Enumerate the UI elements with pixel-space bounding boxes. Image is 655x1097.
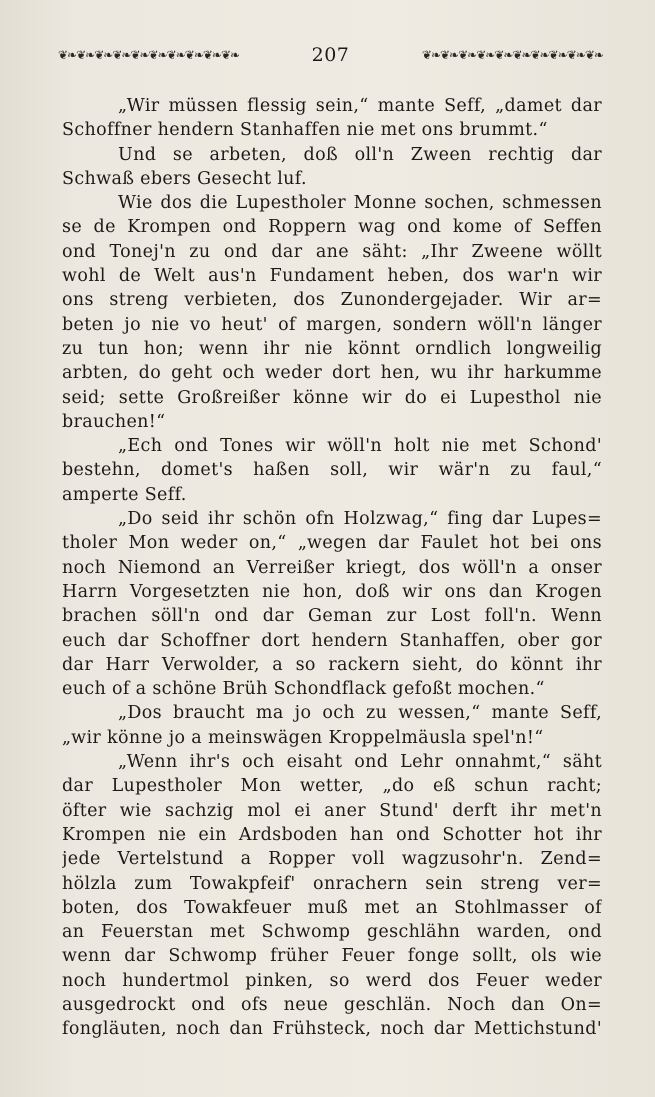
text-line: wohl de Welt aus'n Fundament heben, dos war'n wir	[62, 266, 602, 287]
header-ornament-right: ❦❧❦❧❦❧❦❧❦❧❦❧❦❧❦❧❦❧❦❧	[421, 48, 603, 62]
text-line: arbten, do geht och weder dort hen, wu ihr harkumme	[62, 363, 602, 384]
text-line: Schwaß ebers Gesecht luf.	[62, 168, 307, 189]
text-line: dar Harr Verwolder, a so rackern sieht, do könnt ihr	[62, 654, 602, 675]
text-line: beten jo nie vo heut' of margen, sondern wöll'n länger	[62, 314, 602, 335]
page-header	[58, 40, 603, 70]
text-line: noch Niemond an Verreißer kriegt, dos wöll'n a onser	[62, 557, 602, 578]
text-line: „Dos braucht ma jo och zu wessen,“ mante Seff,	[118, 703, 602, 724]
text-line: euch dar Schoffner dort hendern Stanhaffen, ober gor	[62, 630, 602, 651]
body-text	[62, 94, 602, 1042]
text-line: amperte Seff.	[62, 484, 187, 505]
text-line: Harrn Vorgesetzten nie hon, doß wir ons dan Krogen	[62, 581, 602, 602]
text-line: „Wenn ihr's och eisaht ond Lehr onnahmt,“ säht	[118, 752, 602, 773]
text-line: öfter wie sachzig mol ei aner Stund' derft ihr met'n	[62, 800, 602, 821]
text-line: „Do seid ihr schön ofn Holzwag,“ fing dar Lupes=	[118, 509, 602, 530]
text-line: „Wir müssen flessig sein,“ mante Seff, „damet dar	[118, 96, 602, 116]
text-line: wenn dar Schwomp früher Feuer fonge sollt, ols wie	[62, 946, 602, 967]
text-line: Wie dos die Lupestholer Monne sochen, schmessen	[118, 193, 602, 214]
text-line: Krompen nie ein Ardsboden han ond Schotter hot ihr	[62, 824, 602, 845]
text-line: brachen söll'n ond dar Geman zur Lost foll'n. Wenn	[62, 606, 602, 627]
text-line: se de Krompen ond Roppern wag ond kome of Seffen	[62, 217, 602, 238]
text-line: Schoffner hendern Stanhaffen nie met ons brummt.“	[62, 120, 548, 141]
text-line: „Ech ond Tones wir wöll'n holt nie met Schond'	[118, 436, 602, 457]
text-line: euch of a schöne Brüh Schondflack gefoßt mochen.“	[62, 679, 545, 700]
text-line: hölzla zum Towakpfeif' onrachern sein streng ver=	[62, 873, 602, 894]
text-line: Und se arbeten, doß oll'n Zween rechtig dar	[118, 144, 602, 165]
text-line: zu tun hon; wenn ihr nie könnt orndlich longweilig	[62, 338, 602, 359]
text-line: ons streng verbieten, dos Zunondergejader. Wir ar=	[62, 290, 602, 311]
text-line: ond Tonej'n zu ond dar ane säht: „Ihr Zweene wöllt	[62, 241, 602, 262]
header-ornament-left: ❦❧❦❧❦❧❦❧❦❧❦❧❦❧❦❧❦❧❦❧	[58, 48, 240, 62]
text-line: „wir könne jo a meinswägen Kroppelmäusla spel'n!“	[62, 727, 544, 748]
page-number: 207	[311, 44, 350, 66]
text-line: seid; sette Großreißer könne wir do ei Lupesthol nie	[62, 387, 602, 408]
text-line: jede Vertelstund a Ropper voll wagzusohr'n. Zend=	[62, 849, 602, 870]
text-line: dar Lupestholer Mon wetter, „do eß schun racht;	[62, 776, 602, 797]
text-line: an Feuerstan met Schwomp geschlähn warden, ond	[62, 922, 602, 943]
text-line: ausgedrockt ond ofs neue geschlän. Noch dan On=	[62, 994, 602, 1015]
text-line: noch hundertmol pinken, so werd dos Feuer weder	[62, 970, 602, 991]
text-line: fongläuten, noch dan Frühsteck, noch dar Mettichstund'	[62, 1019, 602, 1040]
text-line: tholer Mon weder on,“ „wegen dar Faulet hot bei ons	[62, 533, 602, 554]
text-line: bestehn, domet's haßen soll, wir wär'n zu faul,“	[62, 460, 602, 481]
text-line: boten, dos Towakfeuer muß met an Stohlmasser of	[62, 897, 602, 918]
text-line: brauchen!“	[62, 411, 166, 432]
